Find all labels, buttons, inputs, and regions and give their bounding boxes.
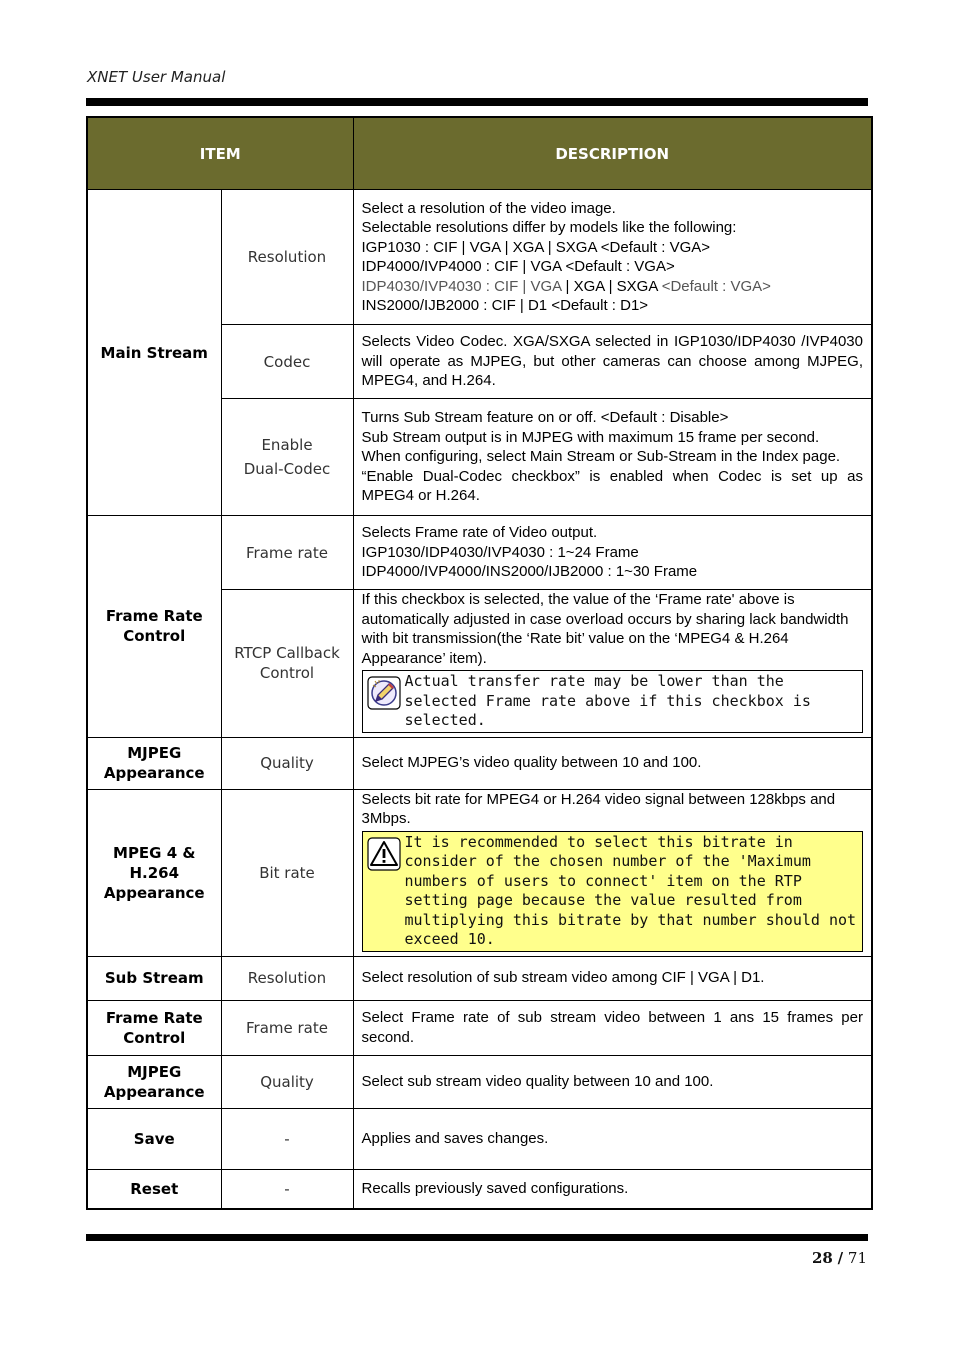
- desc-line: Sub Stream output is in MJPEG with maximum 15 frame per second.: [361, 428, 820, 446]
- subitem-label-line: Enable: [261, 436, 313, 454]
- table-row: [87, 1169, 872, 1209]
- subitem-resolution: Resolution: [221, 190, 353, 325]
- item-sub-stream: Sub Stream: [87, 956, 221, 1000]
- subitem-quality: Quality: [221, 1055, 353, 1108]
- desc-line: IDP4000/IVP4000/INS2000/IJB2000 : 1~30 Frame: [361, 563, 698, 581]
- desc-text: If this checkbox is selected, the value of the ‘Frame rate' above is automatically adjusted in case overload occurs by sharing lack bandwidth with bit transmission(the ‘Rate bit’ value on the ‘MPEG4 & H.264 Appearance’ item).: [361, 591, 849, 667]
- subitem-rtcp-callback: RTCP Callback Control: [221, 590, 353, 738]
- table-row: [87, 1000, 872, 1055]
- desc-line: Selectable resolutions differ by models like the following:: [361, 219, 737, 236]
- item-reset: Reset: [87, 1169, 221, 1209]
- subitem-dual-codec: [221, 399, 353, 516]
- page-number: [700, 1249, 867, 1267]
- column-header-description: DESCRIPTION: [353, 117, 872, 190]
- item-label-line: Appearance: [103, 883, 205, 902]
- desc-frame-rate: [353, 516, 872, 590]
- table-row: [87, 1055, 872, 1108]
- bottom-rule: [86, 1234, 868, 1241]
- desc-line: Turns Sub Stream feature on or off. <Default : Disable>: [361, 409, 729, 427]
- desc-line: Selects Frame rate of Video output.: [361, 524, 598, 542]
- desc-line: “Enable Dual-Codec checkbox” is enabled when Codec is set up as MPEG4 or H.264.: [361, 467, 863, 505]
- current-page: 28: [811, 1249, 833, 1267]
- item-label-line: H.264: [129, 863, 180, 882]
- pencil-note-icon: [367, 676, 401, 710]
- top-rule: [86, 98, 868, 106]
- table-row: [87, 516, 872, 590]
- table-row: [87, 789, 872, 956]
- note-box: [362, 670, 864, 733]
- subitem-quality: Quality: [221, 737, 353, 789]
- desc-line: INS2000/IJB2000 : CIF | D1 <Default : D1>: [361, 297, 649, 314]
- subitem-dash: -: [221, 1169, 353, 1209]
- desc-reset: Recalls previously saved configurations.: [353, 1169, 872, 1209]
- desc-sub-frame-rate: Select Frame rate of sub stream video between 1 ans 15 frames per second.: [353, 1000, 872, 1055]
- settings-table: [86, 116, 873, 1210]
- desc-line-part: | XGA | SXGA: [561, 277, 662, 295]
- manual-title: XNET User Manual: [87, 68, 226, 86]
- desc-line: IDP4000/IVP4000 : CIF | VGA <Default : VGA>: [361, 258, 675, 275]
- desc-sub-quality: Select sub stream video quality between 10 and 100.: [353, 1055, 872, 1108]
- total-pages: 71: [847, 1249, 867, 1267]
- desc-mjpeg-quality: Select MJPEG’s video quality between 10 and 100.: [353, 737, 872, 789]
- subitem-resolution: Resolution: [221, 956, 353, 1000]
- desc-line: Select a resolution of the video image.: [361, 199, 616, 217]
- subitem-frame-rate: Frame rate: [221, 1000, 353, 1055]
- desc-resolution: [353, 190, 872, 325]
- item-sub-frame-rate-control: Frame Rate Control: [87, 1000, 221, 1055]
- table-row: [87, 190, 872, 325]
- desc-text: Selects bit rate for MPEG4 or H.264 video signal between 128kbps and 3Mbps.: [361, 790, 836, 827]
- subitem-codec: Codec: [221, 325, 353, 399]
- desc-line: When configuring, select Main Stream or Sub-Stream in the Index page.: [361, 448, 841, 466]
- item-mpeg4-h264-appearance: [87, 789, 221, 956]
- item-label-line: MPEG 4 &: [113, 843, 196, 862]
- subitem-dash: -: [221, 1108, 353, 1169]
- note-text: Actual transfer rate may be lower than the selected Frame rate above if this checkbox is selected.: [404, 672, 811, 729]
- desc-line-part: <Default : VGA>: [661, 277, 771, 295]
- desc-save: Applies and saves changes.: [353, 1108, 872, 1169]
- item-sub-mjpeg-appearance: MJPEG Appearance: [87, 1055, 221, 1108]
- desc-codec: Selects Video Codec. XGA/SXGA selected in IGP1030/IDP4030 /IVP4030 will operate as MJPEG, but other cameras can choose among MJPEG, MPEG4, and H.264.: [353, 325, 872, 399]
- warning-triangle-icon: [367, 837, 401, 871]
- desc-line-part: IDP4030/IVP4030 : CIF | VGA: [361, 277, 562, 295]
- page-separator: /: [837, 1249, 844, 1267]
- desc-dual-codec: [353, 399, 872, 516]
- warning-box: [362, 831, 864, 952]
- desc-rtcp-callback: [353, 590, 872, 738]
- desc-sub-resolution: Select resolution of sub stream video among CIF | VGA | D1.: [353, 956, 872, 1000]
- item-main-stream: Main Stream: [87, 190, 221, 516]
- item-frame-rate-control: Frame Rate Control: [87, 516, 221, 738]
- subitem-label-line: Dual-Codec: [243, 460, 331, 478]
- desc-line: [362, 277, 864, 297]
- warning-text: It is recommended to select this bitrate in consider of the chosen number of the 'Maximum numbers of users to connect' item on the RTP setting page because the value resulted from multiplying this bitrate by that number should not exceed 10.: [404, 832, 857, 948]
- desc-line: IGP1030/IDP4030/IVP4030 : 1~24 Frame: [361, 543, 639, 561]
- item-mjpeg-appearance: MJPEG Appearance: [87, 737, 221, 789]
- desc-line: IGP1030 : CIF | VGA | XGA | SXGA <Default : VGA>: [361, 238, 711, 256]
- column-header-item: ITEM: [87, 117, 353, 190]
- table-header-row: [87, 117, 872, 190]
- subitem-frame-rate: Frame rate: [221, 516, 353, 590]
- subitem-bit-rate: Bit rate: [221, 789, 353, 956]
- table-row: [87, 1108, 872, 1169]
- table-row: [87, 737, 872, 789]
- desc-bit-rate: [353, 789, 872, 956]
- item-save: Save: [87, 1108, 221, 1169]
- table-row: [87, 956, 872, 1000]
